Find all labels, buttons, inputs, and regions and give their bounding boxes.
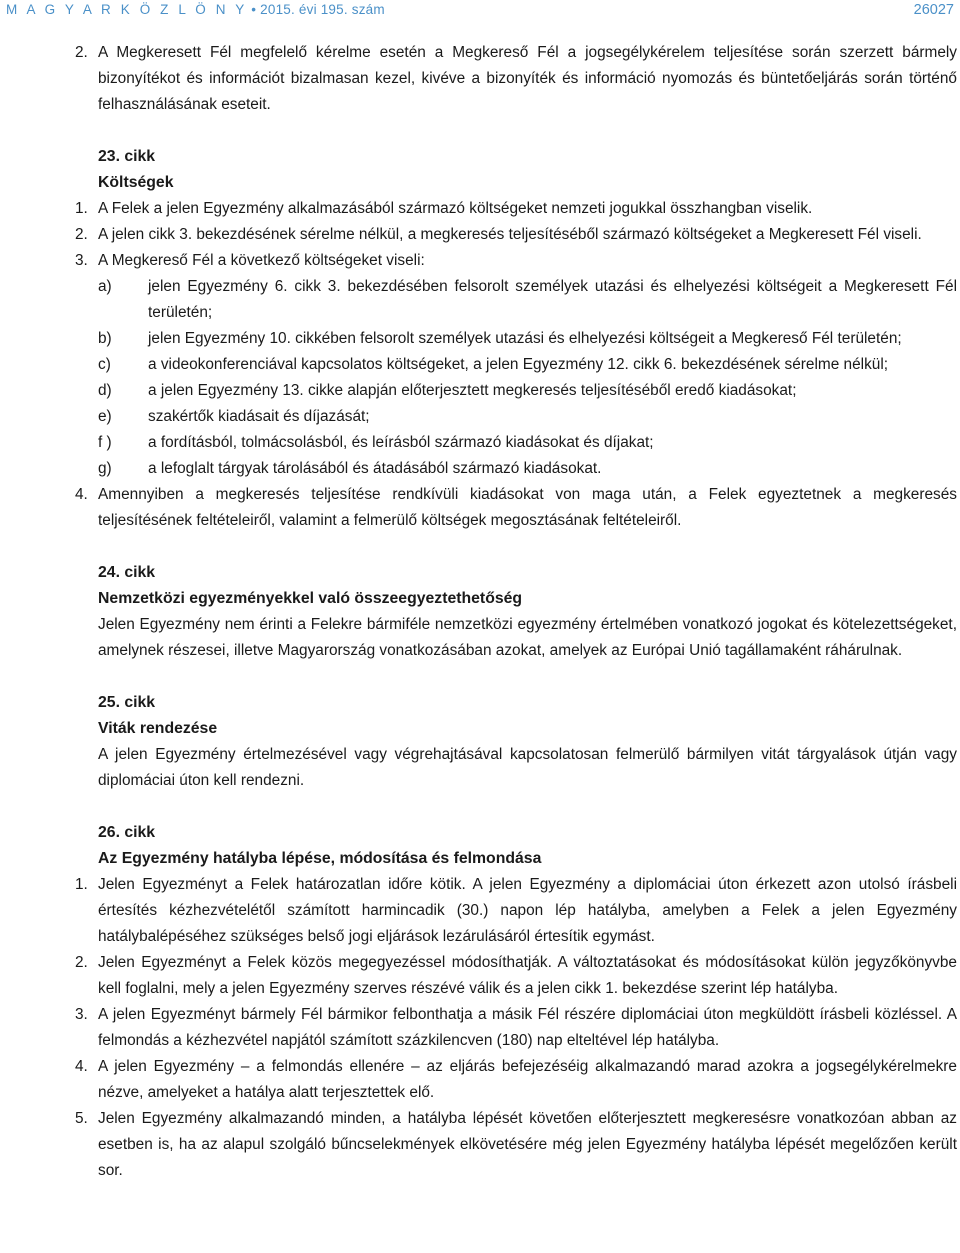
paragraph-text: A Felek a jelen Egyezmény alkalmazásából származó költségeket nemzeti jogukkal összhangban viselik. — [98, 200, 813, 217]
list-item — [0, 404, 960, 430]
list-item-label: b) — [98, 330, 112, 347]
paragraph-number: 2. — [75, 226, 88, 243]
paragraph — [0, 612, 960, 664]
page-number: 26027 — [913, 2, 954, 18]
paragraph — [0, 40, 960, 118]
paragraph — [0, 482, 960, 534]
paragraph — [0, 248, 960, 274]
list-item-text: a videokonferenciával kapcsolatos költségeket, a jelen Egyezmény 12. cikk 6. bekezdésének sérelme nélkül; — [148, 356, 889, 373]
list-item — [0, 456, 960, 482]
list-item-label: d) — [98, 382, 112, 399]
page-header — [0, 0, 960, 22]
list-item — [0, 430, 960, 456]
list-item-label: f ) — [98, 434, 112, 451]
paragraph-number: 3. — [75, 252, 88, 269]
list-item — [0, 326, 960, 352]
paragraph-text: A jelen Egyezményt bármely Fél bármikor felbonthatja a másik Fél részére diplomáciai úton megküldött írásbeli közléssel. A felmondás a kézhezvétel napjától számított százkilencven (180) nap elteltével lép hatályba. — [98, 1006, 957, 1049]
list-item-text: a fordításból, tolmácsolásból, és leírásból származó kiadásokat és díjakat; — [148, 434, 654, 451]
article-number: 24. cikk — [98, 564, 156, 581]
paragraph-text: Jelen Egyezmény alkalmazandó minden, a hatályba lépését követően előterjesztett megkeresésre vonatkozóan abban az esetben is, ha az alapul szolgáló bűncselekmények elkövetésére még jelen Egyezmény hatályba lépését megelőzően került sor. — [98, 1110, 957, 1179]
article-number: 25. cikk — [98, 694, 156, 711]
paragraph-text: Amennyiben a megkeresés teljesítése rendkívüli kiadásokat von maga után, a Felek egyeztetnek a megkeresés teljesítésének feltételeiről, valamint a felmerülő költségek megosztásának feltételeiről. — [98, 486, 957, 529]
paragraph-text: Jelen Egyezményt a Felek határozatlan időre kötik. A jelen Egyezmény a diplomáciai úton érkezett azon utolsó írásbeli értesítés kézhezvételétől számított harmincadik (30.) napon lép hatályba, amelyben a Felek a jelen Egyezmény hatálybalépéséhez szükséges belső jogi eljárások lezárulásáról értesítik egymást. — [98, 876, 957, 945]
article-title: Viták rendezése — [98, 720, 218, 737]
header-bullet: • — [251, 2, 257, 17]
list-item-label: g) — [98, 460, 112, 477]
paragraph-number: 4. — [75, 1058, 88, 1075]
paragraph-text: A jelen cikk 3. bekezdésének sérelme nélkül, a megkeresés teljesítéséből származó költségeket a Megkeresett Fél viseli. — [98, 226, 922, 243]
list-item-label: c) — [98, 356, 111, 373]
list-item-text: a lefoglalt tárgyak tárolásából és átadásából származó kiadásokat. — [148, 460, 602, 477]
journal-header — [6, 2, 385, 17]
issue-number: 2015. évi 195. szám — [260, 2, 385, 17]
paragraph — [0, 872, 960, 950]
list-item-text: a jelen Egyezmény 13. cikke alapján előterjesztett megkeresés teljesítéséből eredő kiadásokat; — [148, 382, 797, 399]
paragraph — [0, 742, 960, 794]
paragraph-number: 1. — [75, 200, 88, 217]
paragraph-text: A Megkereső Fél a következő költségeket viseli: — [98, 252, 425, 269]
paragraph-number: 2. — [75, 954, 88, 971]
paragraph — [0, 222, 960, 248]
list-item-text: jelen Egyezmény 10. cikkében felsorolt személyek utazási és elhelyezési költségeit a Megkereső Fél területén; — [148, 330, 902, 347]
paragraph-number: 3. — [75, 1006, 88, 1023]
paragraph-number: 4. — [75, 486, 88, 503]
list-item-text: szakértők kiadásait és díjazását; — [148, 408, 370, 425]
paragraph-text: A jelen Egyezmény – a felmondás ellenére – az eljárás befejezéséig alkalmazandó marad azokra a jogsegélykérelmekre nézve, amelyeket a hatálya alatt terjesztettek elő. — [98, 1058, 957, 1101]
list-item-label: e) — [98, 408, 112, 425]
paragraph-number: 1. — [75, 876, 88, 893]
article-number: 23. cikk — [98, 148, 156, 165]
paragraph — [0, 1002, 960, 1054]
article-title: Az Egyezmény hatályba lépése, módosítása és felmondása — [98, 850, 542, 867]
list-item — [0, 274, 960, 326]
list-item-text: jelen Egyezmény 6. cikk 3. bekezdésében felsorolt személyek utazási és elhelyezési költségeit a Megkeresett Fél területén; — [148, 278, 957, 321]
paragraph-number: 5. — [75, 1110, 88, 1127]
paragraph-text: A Megkeresett Fél megfelelő kérelme esetén a Megkereső Fél a jogsegélykérelem teljesítése során szerzett bármely bizonyítékot és információt bizalmasan kezel, kivéve a bizonyíték és információ nyomozás és büntetőeljárás során történő felhasználásának eseteit. — [98, 44, 957, 113]
paragraph — [0, 1106, 960, 1184]
list-item — [0, 378, 960, 404]
journal-name: M A G Y A R K Ö Z L Ö N Y — [6, 2, 248, 17]
list-item — [0, 352, 960, 378]
paragraph — [0, 950, 960, 1002]
document-body — [0, 40, 960, 1184]
article-title: Nemzetközi egyezményekkel való összeegyeztethetőség — [98, 590, 523, 607]
paragraph-text: A jelen Egyezmény értelmezésével vagy végrehajtásával kapcsolatosan felmerülő bármilyen vitát tárgyalások útján vagy diplomáciai úton kell rendezni. — [98, 746, 957, 789]
paragraph — [0, 1054, 960, 1106]
paragraph-number: 2. — [75, 44, 88, 61]
article-title: Költségek — [98, 174, 174, 191]
paragraph-text: Jelen Egyezmény nem érinti a Felekre bármiféle nemzetközi egyezmény értelmében vonatkozó jogokat és kötelezettségeket, amelynek részesei, illetve Magyarország vonatkozásában azokat, amelyek az Európai Unió tagállamaként ráhárulnak. — [98, 616, 957, 659]
paragraph — [0, 196, 960, 222]
article-number: 26. cikk — [98, 824, 156, 841]
paragraph-text: Jelen Egyezményt a Felek közös megegyezéssel módosíthatják. A változtatásokat és módosításokat külön jegyzőkönyvbe kell foglalni, mely a jelen Egyezmény szerves részévé válik és a jelen cikk 1. bekezdése szerint lép hatályba. — [98, 954, 957, 997]
list-item-label: a) — [98, 278, 112, 295]
